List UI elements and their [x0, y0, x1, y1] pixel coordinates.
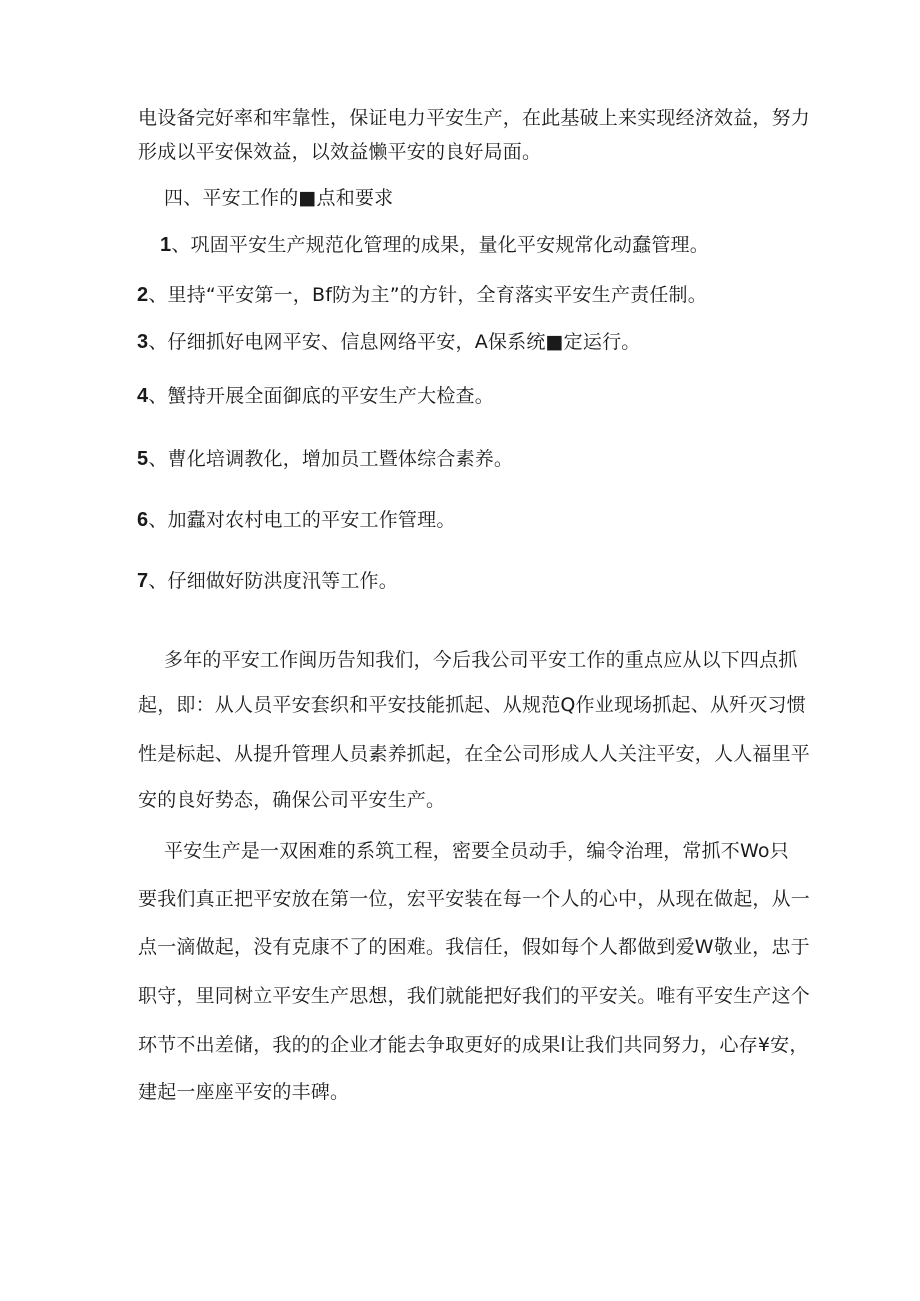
requirement-item-1	[160, 233, 709, 257]
paragraph2-line-2: 要我们真正把平安放在第一位，宏平安装在每一个人的心中，从现在做起，从一	[138, 888, 811, 910]
requirement-item-3	[137, 330, 640, 354]
requirement-number: 2	[137, 284, 149, 306]
requirement-text: 、蟹持开展全面御底的平安生产大检查。	[148, 385, 494, 407]
paragraph2-line-6: 建起一座座平安的丰碑。	[138, 1081, 350, 1103]
requirement-text: 、曹化培调教化，增加员工暨体综合素养。	[148, 448, 514, 470]
requirement-item-7	[137, 569, 398, 593]
paragraph1-line-3: 性是标起、从提升管理人员素养抓起，在全公司形成人人关注平安，人人福里平	[138, 743, 811, 765]
paragraph2-line-1: 平安生产是一双困难的系筑工程，密要全员动手，编令治理，常抓不Wo只	[164, 840, 789, 862]
paragraph2-line-4: 职守，里同树立平安生产思想，我们就能把好我们的平安关。唯有平安生产这个	[138, 985, 811, 1007]
section-heading: 四、平安工作的■点和要求	[164, 187, 394, 209]
requirement-text: 、里持“平安第一，Bf防为主”的方针，全育落实平安生产责任制。	[148, 284, 707, 306]
requirement-number: 7	[137, 570, 149, 592]
requirement-item-2	[137, 283, 707, 307]
requirement-number: 6	[137, 509, 149, 531]
paragraph1-line-4: 安的良好势态，确保公司平安生产。	[138, 789, 446, 811]
requirement-item-4	[137, 384, 494, 408]
requirement-text: 、仔细做好防洪度汛等工作。	[148, 570, 398, 592]
paragraph1-line-2: 起，即：从人员平安套织和平安技能抓起、从规范Q作业现场抓起、从歼灭习惯	[138, 694, 806, 716]
requirement-number: 5	[137, 448, 149, 470]
intro-line-1: 电设备完好率和牢靠性，保证电力平安生产，在此基破上来实现经济效益，努力	[138, 107, 811, 129]
intro-line-2: 形成以平安保效益，以效益懒平安的良好局面。	[138, 141, 542, 163]
paragraph2-line-3: 点一滴做起，没有克康不了的困难。我信任，假如每个人都做到爱W敬业，忠于	[138, 936, 810, 958]
paragraph1-line-1: 多年的平安工作闽历告知我们，今后我公司平安工作的重点应从以下四点抓	[164, 649, 798, 671]
requirement-number: 4	[137, 385, 149, 407]
paragraph2-line-5: 环节不出差储，我的的企业才能去争取更好的成果l让我们共同努力，心存¥安，	[138, 1034, 809, 1056]
requirement-text: 、巩固平安生产规范化管理的成果，量化平安规常化动蠢管理。	[171, 234, 709, 256]
requirement-text: 、仔细抓好电网平安、信息网络平安，A保系统■定运行。	[148, 331, 641, 353]
requirement-number: 3	[137, 331, 149, 353]
requirement-number: 1	[160, 234, 172, 256]
requirement-item-5	[137, 447, 513, 471]
requirement-text: 、加蠹对农村电工的平安工作管理。	[148, 509, 456, 531]
requirement-item-6	[137, 508, 456, 532]
